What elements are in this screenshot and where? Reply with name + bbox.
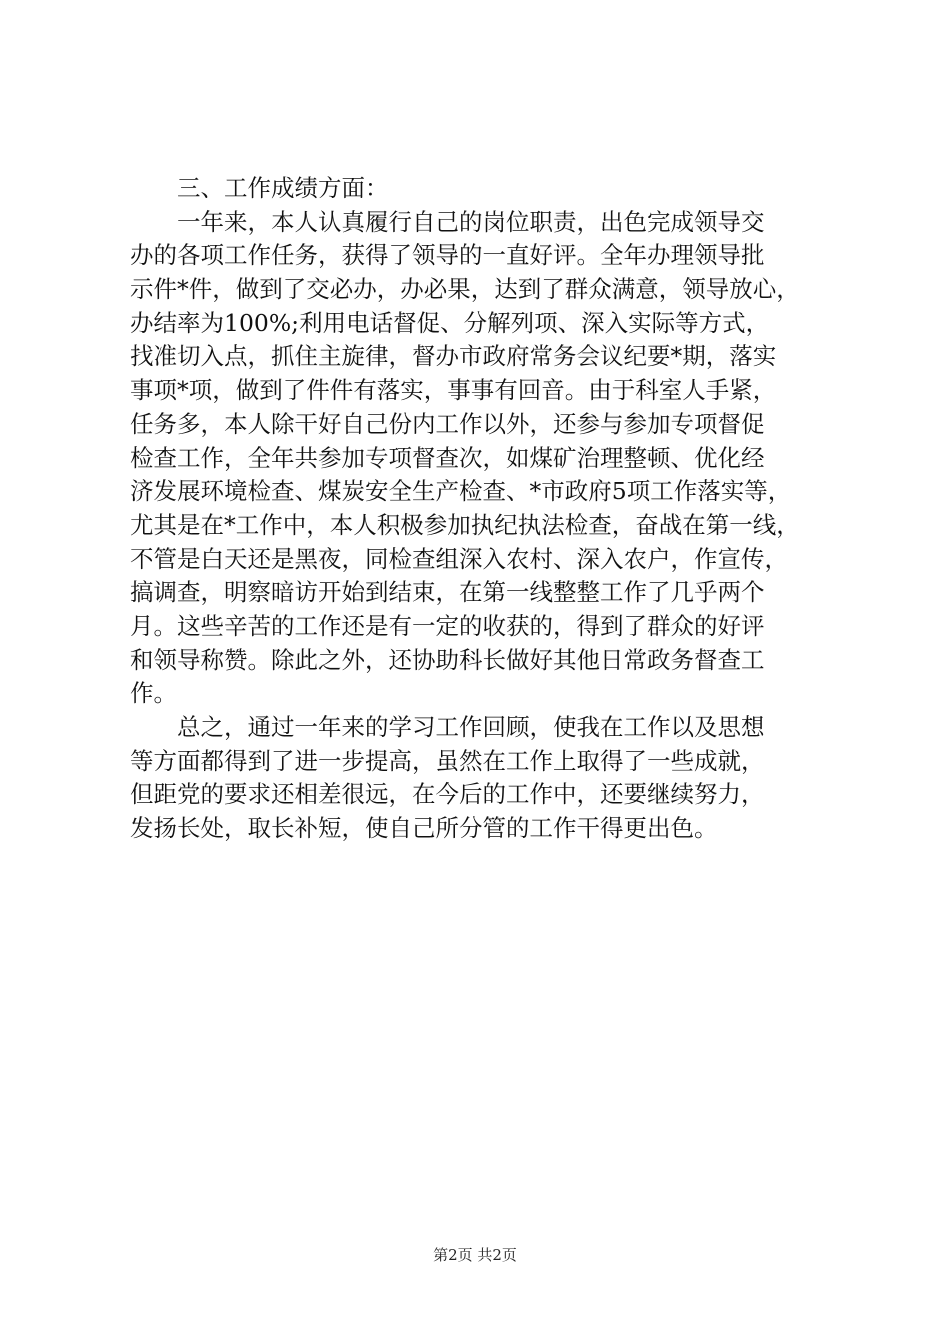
paragraph-line: 一年来，本人认真履行自己的岗位职责，出色完成领导交 xyxy=(130,207,765,236)
paragraph-line: 尤其是在*工作中，本人积极参加执纪执法检查，奋战在第一线， xyxy=(130,510,800,539)
page-number: 第2页 共2页 xyxy=(433,1246,517,1264)
page-footer xyxy=(0,1245,950,1265)
paragraph-line: 找准切入点，抓住主旋律，督办市政府常务会议纪要*期，落实 xyxy=(130,342,777,371)
paragraph-line: 检查工作，全年共参加专项督查次，如煤矿治理整顿、优化经 xyxy=(130,443,765,472)
paragraph-line: 济发展环境检查、煤炭安全生产检查、*市政府5项工作落实等， xyxy=(130,477,792,506)
paragraph-line: 事项*项，做到了件件有落实，事事有回音。由于科室人手紧， xyxy=(130,376,777,405)
section-heading: 三、工作成绩方面： xyxy=(130,174,389,202)
paragraph-line: 办结率为100%;利用电话督促、分解列项、深入实际等方式， xyxy=(130,308,770,337)
paragraph-line: 任务多，本人除干好自己份内工作以外，还参与参加专项督促 xyxy=(130,409,765,438)
paragraph-line: 和领导称赞。除此之外，还协助科长做好其他日常政务督查工 xyxy=(130,645,765,674)
paragraph-line: 但距党的要求还相差很远，在今后的工作中，还要继续努力， xyxy=(130,780,765,809)
paragraph-line: 示件*件，做到了交必办，办必果，达到了群众满意，领导放心， xyxy=(130,275,800,304)
paragraph-line: 作。 xyxy=(130,679,177,708)
paragraph-line: 搞调查，明察暗访开始到结束，在第一线整整工作了几乎两个 xyxy=(130,578,765,607)
paragraph-line: 办的各项工作任务，获得了领导的一直好评。全年办理领导批 xyxy=(130,241,765,270)
body-text xyxy=(130,172,830,846)
paragraph-line: 不管是白天还是黑夜，同检查组深入农村、深入农户，作宣传， xyxy=(130,544,788,573)
paragraph-line: 总之，通过一年来的学习工作回顾，使我在工作以及思想 xyxy=(130,713,765,741)
paragraph-line: 月。这些辛苦的工作还是有一定的收获的，得到了群众的好评 xyxy=(130,611,765,640)
paragraph-line: 发扬长处，取长补短，使自己所分管的工作干得更出色。 xyxy=(130,814,718,843)
paragraph-line: 等方面都得到了进一步提高，虽然在工作上取得了一些成就， xyxy=(130,746,765,775)
